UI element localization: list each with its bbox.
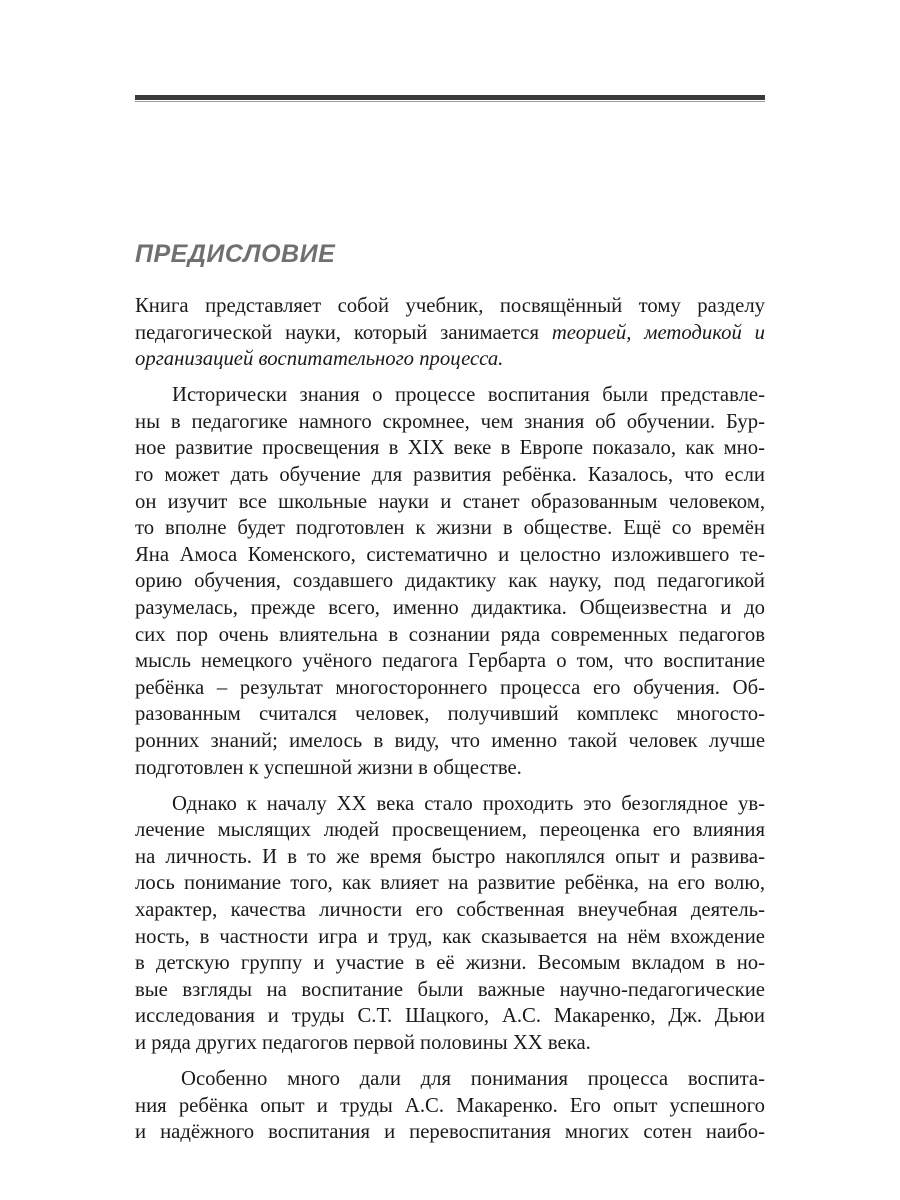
text-line: вые взгляды на воспитание были важные научно-педагогические <box>135 978 765 1001</box>
text-line: го может дать обучение для развития ребёнка. Казалось, что если <box>135 464 765 487</box>
text-line: Яна Амоса Коменского, систематично и целостно изложившего те- <box>135 543 765 566</box>
text-line: в детскую группу и участие в её жизни. Весомым вкладом в но- <box>135 952 765 975</box>
italic-emphasis: теорией, методикой и <box>551 321 765 344</box>
paragraph-3 <box>135 791 765 1057</box>
text-line: Исторически знания о процессе воспитания были представле- <box>172 384 765 407</box>
text-line: исследования и труды С.Т. Шацкого, А.С. Макаренко, Дж. Дьюи <box>135 1005 765 1028</box>
text-line: лось понимание того, как влияет на развитие ребёнка, на его волю, <box>135 872 765 895</box>
text-line: и ряда других педагогов первой половины XX века. <box>135 1032 591 1055</box>
text-line: ребёнка – результат многостороннего процесса его обучения. Об- <box>135 676 765 699</box>
text-line <box>135 320 765 347</box>
body-text <box>135 293 765 1146</box>
text-line: подготовлен к успешной жизни в обществе. <box>135 756 522 779</box>
section-heading: ПРЕДИСЛОВИЕ <box>135 240 336 268</box>
text-line: лечение мыслящих людей просвещением, переоценка его влияния <box>135 819 765 842</box>
text-line: орию обучения, создавшего дидактику как науку, под педагогикой <box>135 570 765 593</box>
text-line: мысль немецкого учёного педагога Гербарта о том, что воспитание <box>135 650 765 673</box>
top-rule <box>135 95 765 100</box>
italic-emphasis: организацией воспитательного процесса. <box>135 348 504 371</box>
paragraph-2 <box>135 382 765 781</box>
text-line: ронних знаний; имелось в виду, что именно такой человек лучше <box>135 730 765 752</box>
text-line: и надёжного воспитания и перевоспитания многих сотен наибо- <box>135 1121 765 1144</box>
text-line: Книга представляет собой учебник, посвящённый тому разделу <box>135 295 765 317</box>
text-line: Особенно много дали для понимания процесса воспита- <box>181 1068 765 1091</box>
text-line: ное развитие просвещения в XIX веке в Европе показало, как мно- <box>135 437 765 460</box>
text-line: сих пор очень влиятельна в сознании ряда современных педагогов <box>135 623 765 646</box>
text-line: он изучит все школьные науки и станет образованным человеком, <box>135 490 765 513</box>
text-segment: педагогической науки, который занимается <box>135 321 552 344</box>
text-line: разованным считался человек, получивший комплекс многосто- <box>135 703 765 726</box>
paragraph-1 <box>135 293 765 373</box>
text-line: ния ребёнка опыт и труды А.С. Макаренко. Его опыт успешного <box>135 1094 765 1117</box>
text-line: разумелась, прежде всего, именно дидактика. Общеизвестна и до <box>135 597 765 620</box>
text-line: ны в педагогике намного скромнее, чем знания об обучении. Бур- <box>135 410 765 433</box>
paragraph-4 <box>135 1066 765 1146</box>
text-line: Однако к началу XX века стало проходить это безоглядное ув- <box>172 792 765 815</box>
text-line-italic <box>135 346 765 373</box>
text-line: на личность. И в то же время быстро накоплялся опыт и развива- <box>135 845 765 868</box>
text-line: то вполне будет подготовлен к жизни в обществе. Ещё со времён <box>135 517 765 540</box>
text-line: ность, в частности игра и труд, как сказывается на нём вхождение <box>135 925 765 948</box>
text-line: характер, качества личности его собственная внеучебная деятель- <box>135 899 765 922</box>
